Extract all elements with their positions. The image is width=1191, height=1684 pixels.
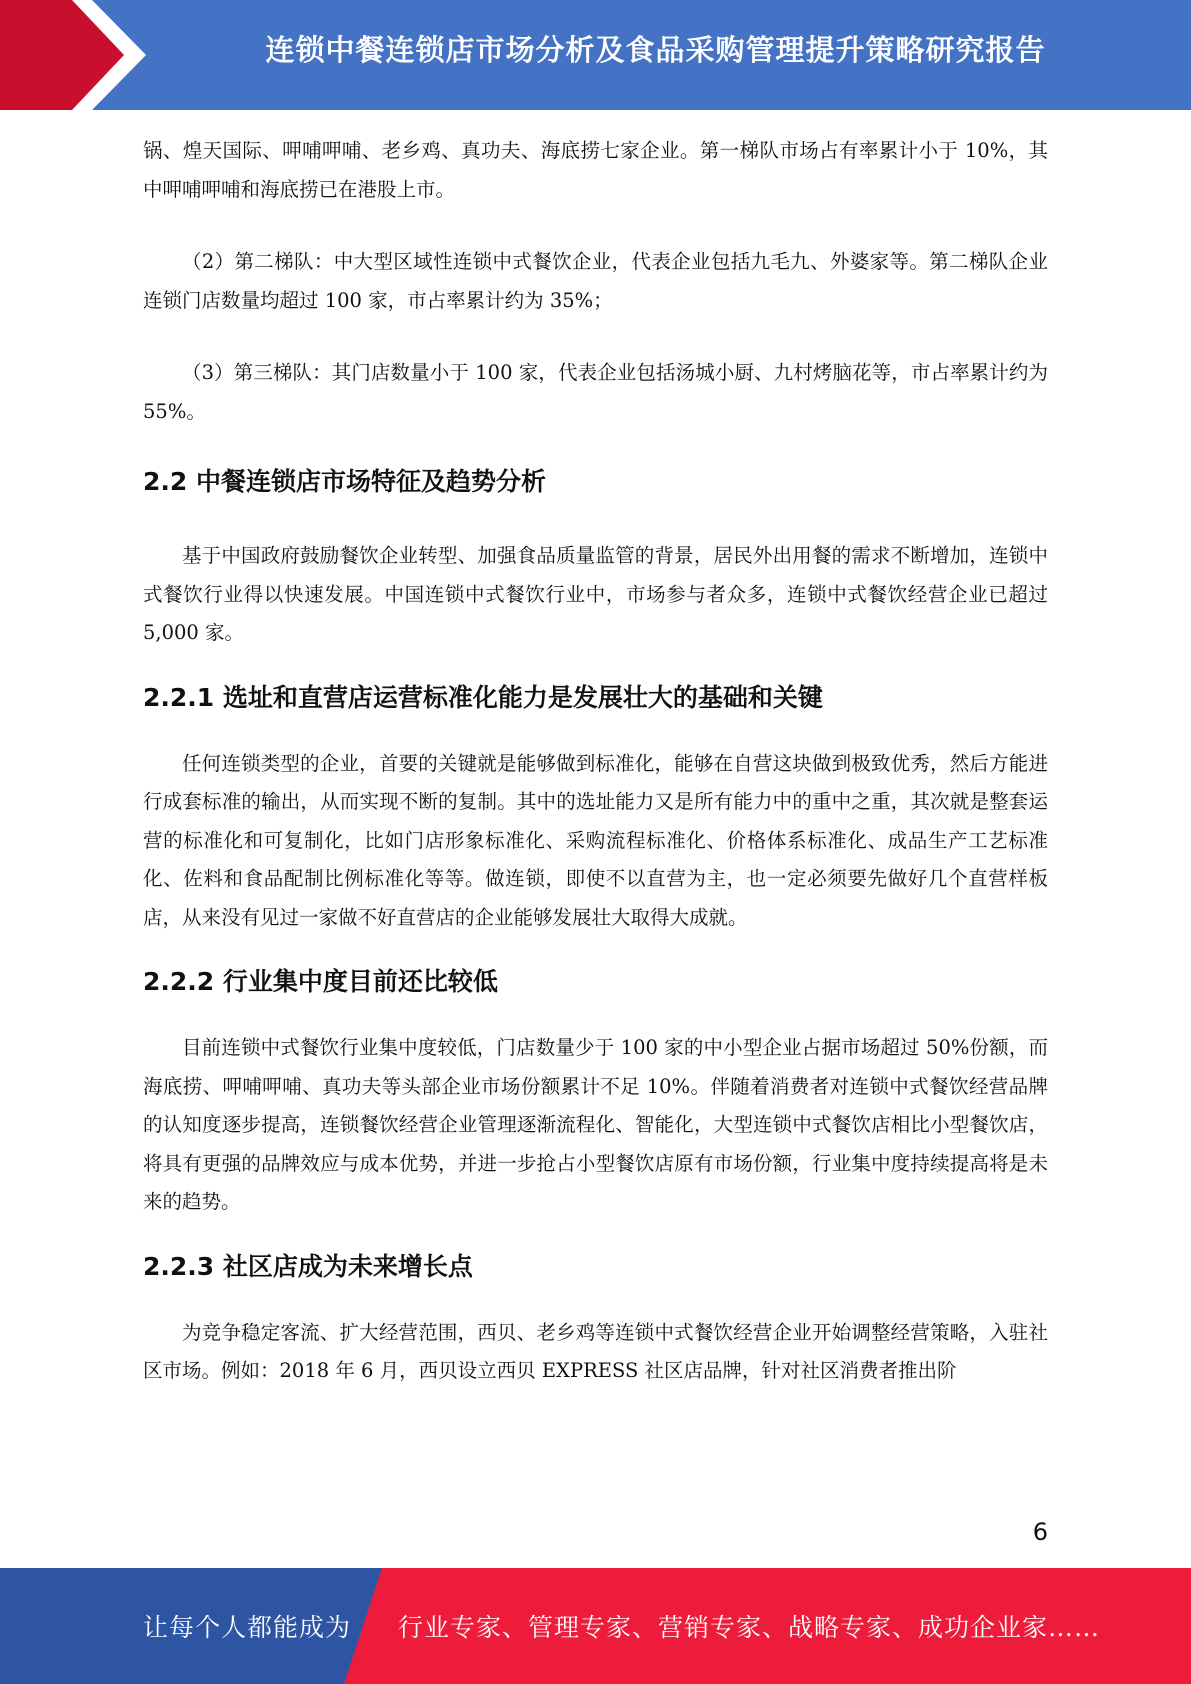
paragraph-tier3: （3）第三梯队：其门店数量小于 100 家，代表企业包括汤城小厨、九村烤脑花等，市占率累计约为 55%。 <box>143 361 1048 423</box>
heading-2-2-3: 2.2.3 社区店成为未来增长点 <box>143 1251 473 1281</box>
footer-slogan-right: 行业专家、管理专家、营销专家、战略专家、成功企业家…… <box>398 1613 1101 1642</box>
page-header <box>0 0 1191 110</box>
heading-2-2: 2.2 中餐连锁店市场特征及趋势分析 <box>143 467 546 496</box>
paragraph-2-2-3: 为竞争稳定客流、扩大经营范围，西贝、老乡鸡等连锁中式餐饮经营企业开始调整经营策略，入驻社区市场。例如：2018 年 6 月，西贝设立西贝 EXPRESS 社区店品牌，针对社区消费者推出阶 <box>143 1320 1048 1382</box>
footer-slogan-left: 让每个人都能成为 <box>143 1613 352 1642</box>
paragraph-2-2-1: 任何连锁类型的企业，首要的关键就是能够做到标准化，能够在自营这块做到极致优秀，然后方能进行成套标准的输出，从而实现不断的复制。其中的选址能力又是所有能力中的重中之重，其次就是整套运营的标准化和可复制化，比如门店形象标准化、采购流程标准化、价格体系标准化、成品生产工艺标准化、佐料和食品配制比例标准化等等。做连锁，即使不以直营为主，也一定必须要先做好几个直营样板店，从来没有见过一家做不好直营店的企业能够发展壮大取得大成就。 <box>143 751 1048 929</box>
header-arrow-decoration <box>0 0 160 110</box>
paragraph-tier2: （2）第二梯队：中大型区域性连锁中式餐饮企业，代表企业包括九毛九、外婆家等。第二梯队企业连锁门店数量均超过 100 家，市占率累计约为 35%； <box>143 250 1048 312</box>
heading-2-2-1: 2.2.1 选址和直营店运营标准化能力是发展壮大的基础和关键 <box>143 682 823 712</box>
paragraph-2-2: 基于中国政府鼓励餐饮企业转型、加强食品质量监管的背景，居民外出用餐的需求不断增加，连锁中式餐饮行业得以快速发展。中国连锁中式餐饮行业中，市场参与者众多，连锁中式餐饮经营企业已超过 5,000 家。 <box>143 544 1048 644</box>
page-content <box>143 132 1048 1391</box>
report-title: 连锁中餐连锁店市场分析及食品采购管理提升策略研究报告 <box>265 33 1046 67</box>
paragraph-2-2-2: 目前连锁中式餐饮行业集中度较低，门店数量少于 100 家的中小型企业占据市场超过 50%份额，而海底捞、呷哺呷哺、真功夫等头部企业市场份额累计不足 10%。伴随着消费者对连锁中式餐饮经营品牌的认知度逐步提高，连锁餐饮经营企业管理逐渐流程化、智能化，大型连锁中式餐饮店相比小型餐饮店，将具有更强的品牌效应与成本优势，并进一步抢占小型餐饮店原有市场份额，行业集中度持续提高将是未来的趋势。 <box>143 1036 1048 1213</box>
page-footer <box>0 1568 1191 1684</box>
paragraph-tier1-continued: 锅、煌天国际、呷哺呷哺、老乡鸡、真功夫、海底捞七家企业。第一梯队市场占有率累计小于 10%，其中呷哺呷哺和海底捞已在港股上市。 <box>143 139 1048 201</box>
page-number: 6 <box>1032 1518 1048 1546</box>
heading-2-2-2: 2.2.2 行业集中度目前还比较低 <box>143 967 498 996</box>
